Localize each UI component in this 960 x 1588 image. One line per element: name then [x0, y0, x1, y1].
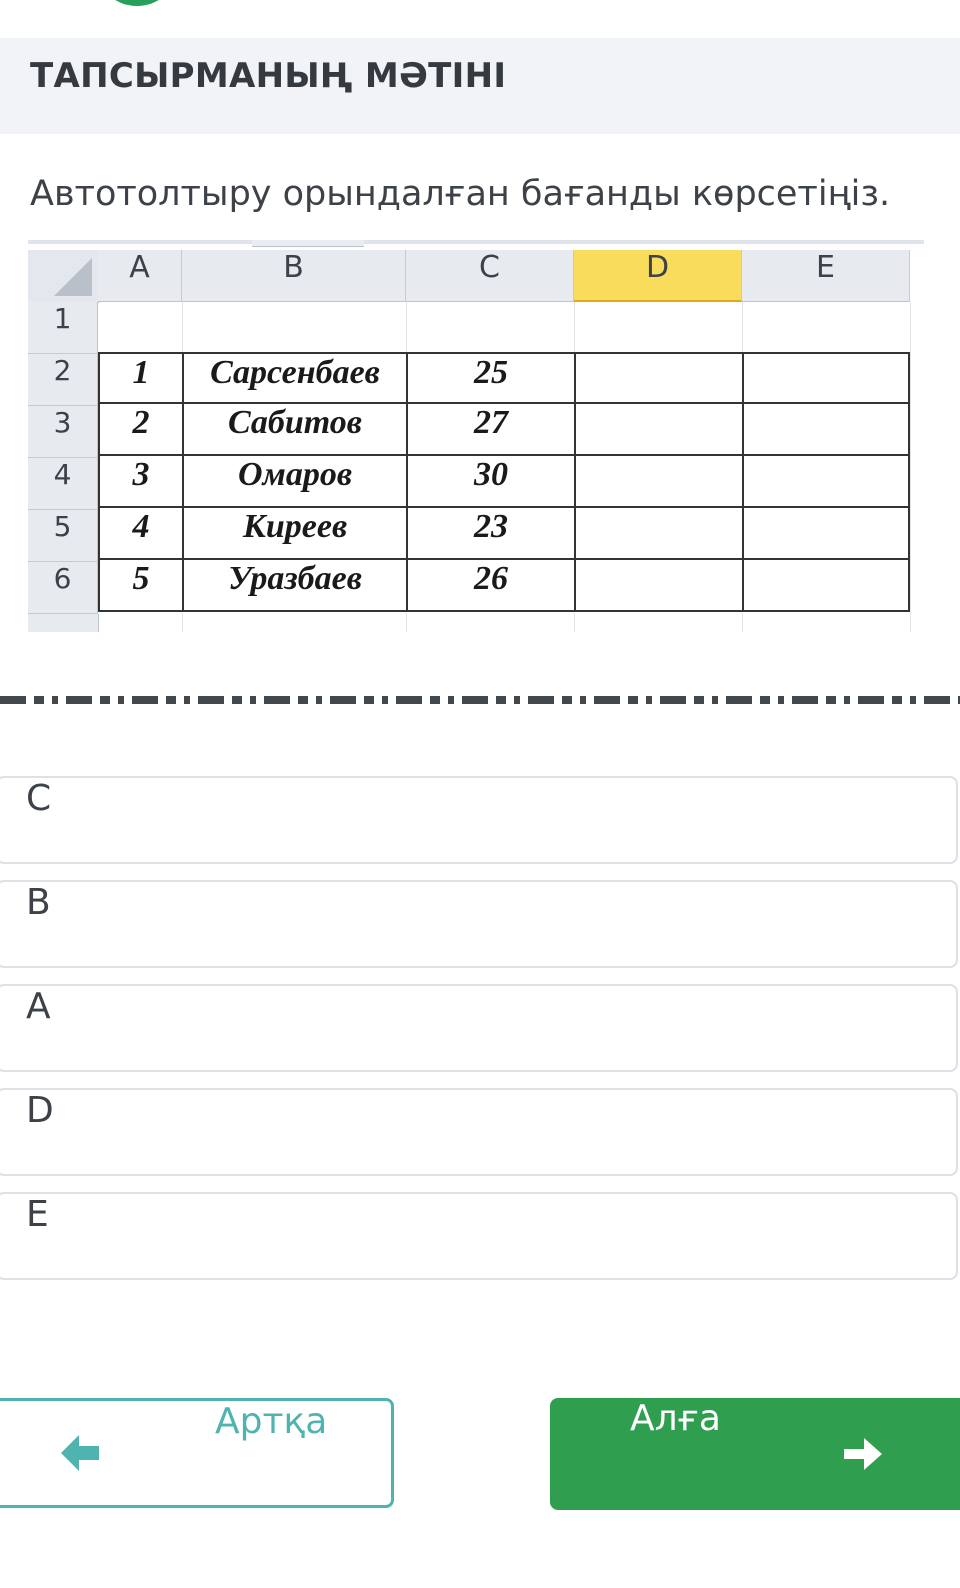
column-header-row: [28, 250, 924, 302]
section-divider: [0, 696, 960, 704]
next-button-label: Алға: [630, 1398, 721, 1439]
cell-c2: 25: [408, 352, 576, 404]
cell-d4: [576, 456, 744, 508]
row-header-4: 4: [28, 458, 98, 510]
answer-option-label: E: [26, 1194, 49, 1235]
back-button[interactable]: [0, 1398, 394, 1508]
arrow-right-icon: [838, 1432, 886, 1476]
row-header-2: 2: [28, 354, 98, 406]
cell-b5: Киреев: [184, 508, 408, 560]
answer-option-b[interactable]: [0, 880, 958, 968]
cell-e3: [744, 404, 910, 456]
gridline: [910, 302, 911, 632]
cell-d2: [576, 352, 744, 404]
column-header-b: B: [182, 250, 406, 302]
page-title: ТАПСЫРМАНЫҢ МӘТІНІ: [30, 56, 507, 96]
cell-c5: 23: [408, 508, 576, 560]
spreadsheet-toolbar-edge: [28, 240, 924, 244]
column-header-a: A: [98, 250, 182, 302]
answer-option-d[interactable]: [0, 1088, 958, 1176]
cell-e6: [744, 560, 910, 612]
cell-d5: [576, 508, 744, 560]
row-header-1: 1: [28, 302, 98, 354]
spreadsheet-tab-edge: [252, 240, 364, 247]
answer-option-label: B: [26, 882, 51, 923]
answer-option-e[interactable]: [0, 1192, 958, 1280]
question-text: Автотолтыру орындалған бағанды көрсетіңіз.: [30, 174, 891, 214]
row-header-6: 6: [28, 562, 98, 614]
row-header-partial: [28, 614, 99, 632]
next-button[interactable]: [550, 1398, 960, 1510]
answer-option-label: A: [26, 986, 51, 1027]
answer-option-label: C: [26, 778, 52, 819]
spreadsheet-image: [28, 240, 924, 632]
cell-e2: [744, 352, 910, 404]
cell-d6: [576, 560, 744, 612]
cell-b3: Сабитов: [184, 404, 408, 456]
answer-option-label: D: [26, 1090, 54, 1131]
cell-e5: [744, 508, 910, 560]
cell-a6: 5: [98, 560, 184, 612]
answer-option-c[interactable]: [0, 776, 958, 864]
row-header-3: 3: [28, 406, 98, 458]
column-header-c: C: [406, 250, 574, 302]
row-header-5: 5: [28, 510, 98, 562]
column-header-d: D: [574, 250, 742, 302]
column-header-e: E: [742, 250, 910, 302]
cell-b4: Омаров: [184, 456, 408, 508]
cell-e4: [744, 456, 910, 508]
back-button-label: Артқа: [215, 1401, 328, 1442]
cell-b6: Уразбаев: [184, 560, 408, 612]
progress-indicator: [100, 0, 174, 6]
cell-a4: 3: [98, 456, 184, 508]
cell-a2: 1: [98, 352, 184, 404]
cell-c4: 30: [408, 456, 576, 508]
cell-c6: 26: [408, 560, 576, 612]
cell-a5: 4: [98, 508, 184, 560]
select-all-corner: [28, 250, 99, 303]
arrow-left-icon: [57, 1431, 105, 1475]
answer-option-a[interactable]: [0, 984, 958, 1072]
cell-b2: Сарсенбаев: [184, 352, 408, 404]
cell-a3: 2: [98, 404, 184, 456]
cell-c3: 27: [408, 404, 576, 456]
cell-d3: [576, 404, 744, 456]
